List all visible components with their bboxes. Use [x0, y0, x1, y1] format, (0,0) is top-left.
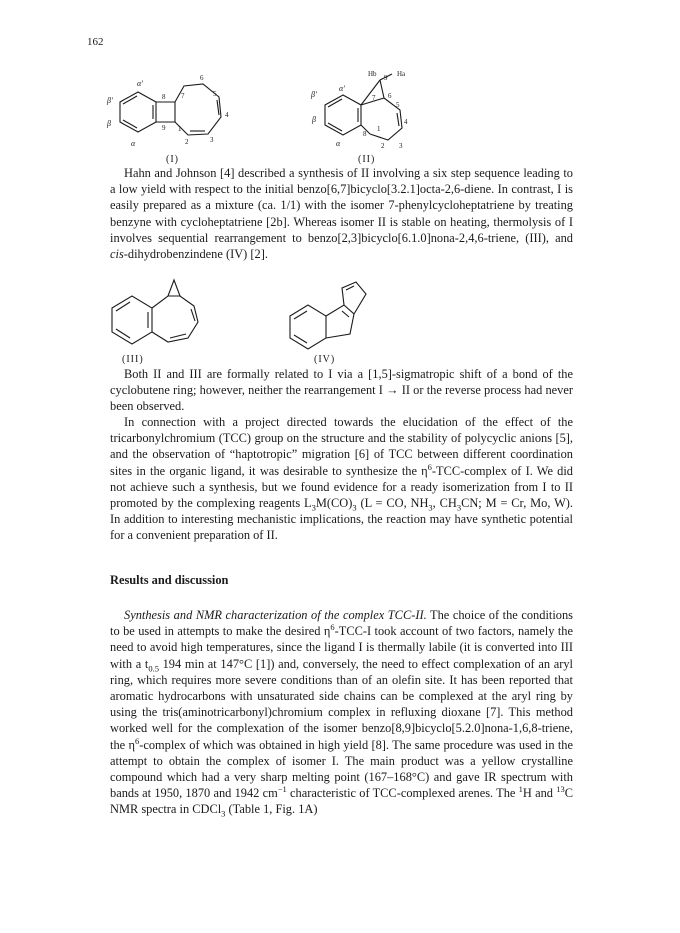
ring-label: 4 — [225, 111, 229, 119]
ring-label: 1 — [178, 125, 182, 133]
ring-label: 5 — [213, 90, 217, 98]
ring-label: 3 — [399, 142, 403, 150]
paragraph-2: Both II and III are formally related to I via a [1,5]-sigmatropic shift of a bond of the cyclobutene ring; however, neither the rearrangement I → II or the reverse process had never been observed. — [110, 367, 573, 414]
ring-label: α — [336, 139, 341, 148]
compound-III-label: (III) — [122, 354, 144, 365]
ring-label: β' — [107, 96, 113, 105]
compound-II-label: (II) — [358, 154, 376, 165]
ring-label: 3 — [210, 136, 214, 144]
section-heading: Results and discussion — [110, 573, 229, 587]
ring-label: 6 — [200, 74, 204, 82]
compound-IV-structure — [290, 282, 366, 349]
compound-I-labels — [106, 74, 229, 148]
ring-label: 8 — [162, 93, 166, 101]
ring-label: 6 — [388, 92, 392, 100]
ring-label: β' — [311, 90, 317, 99]
page-number: 162 — [87, 36, 104, 48]
ring-label: α — [131, 139, 136, 148]
ring-label: 2 — [381, 142, 385, 150]
ring-label: β — [312, 115, 316, 124]
ring-label: 2 — [185, 138, 189, 146]
ring-label: Ha — [397, 70, 406, 78]
compound-I-label: (I) — [166, 154, 179, 165]
compound-III-structure — [112, 280, 198, 344]
ring-label: α' — [339, 84, 345, 93]
ring-label: Hb — [368, 70, 377, 78]
paragraph-4: Synthesis and NMR characterization of the complex TCC-II. The choice of the conditions to be used in attempts to make the desired $\eta^6-TCC-I$ took account of two factors, namely the need to avoid high temperatures, since the ligand I is thermally labile (it is converted into III with a $t_{0.5}$ 194 min at 147°C [1]) and, conversely, the need to effect complexation of an aryl ring, which requires more severe conditions than of an olefin site. It has been reported that aromatic hydrocarbons with unsaturated side chains can be complexed at the aryl ring by using the tris(aminotricarbonyl)chromium complex in refluxing dioxane [7]. This method worked well for the complexation of the isomer benzo[8,9]bicyclo[5.2.0]nona-1,6,8-triene, the $\eta^6$-complex of which was obtained in high yield [8]. The same procedure was used in the attempt to obtain the complex of isomer I. The main product was a yellow crystalline compound which had a very sharp melting point (167–168°C) and gave IR spectrum with bands at 1950, 1870 and 1942 $cm^{-1}$ characteristic of TCC-complexed arenes. The $^1$H and $^{13}$C NMR spectra in CDCl$_3$ (Table 1, Fig. 1A) — [110, 608, 573, 819]
ring-label: 8 — [363, 130, 367, 138]
compound-I-structure — [120, 84, 221, 135]
paragraph-1: Hahn and Johnson [4] described a synthesis of II involving a six step sequence leading to a low yield with respect to the initial benzo[6,7]bicyclo[3.2.1]octa-2,6-diene. In contrast, I is easily prepared as a mixture (ca. 1/1) with the isomer 7-phenylcycloheptatriene by treating benzyne with cycloheptatriene [2b]. Whereas isomer II is stable on heating, thermolysis of I involves sequential rearrangement to benzo[2,3]bicyclo[6.1.0]nona-2,4,6-triene, (III), and cis-dihydrobenzindene (IV) [2]. — [110, 166, 573, 262]
ring-label: 9 — [384, 74, 388, 82]
ring-label: 7 — [181, 92, 185, 100]
ring-label: α' — [137, 79, 143, 88]
compound-II-structure — [325, 74, 402, 140]
ring-label: 5 — [396, 101, 400, 109]
ring-label: 7 — [372, 94, 376, 102]
ring-label: 1 — [377, 125, 381, 133]
compound-II-labels — [310, 70, 408, 150]
ring-label: 4 — [404, 118, 408, 126]
ring-label: β — [107, 119, 111, 128]
compound-IV-label: (IV) — [314, 354, 336, 365]
ring-label: 9 — [162, 124, 166, 132]
paragraph-3: In connection with a project directed towards the elucidation of the effect of the tricarbonylchromium (TCC) group on the structure and the stability of polycyclic anions [5], and the observation of “haptotropic” migration [6] of TCC between different coordination sites in the organic ligand, it was desirable to synthesize the $\eta^6-TCC$-complex of I. We did not achieve such a synthesis, but we found evidence for a ready isomerization from I to II promoted by the complexing reagents $L_3M(CO)_3$ (L = CO, $NH_3$, $CH_3CN$; M = Cr, Mo, W). In addition to interesting mechanistic implications, the reaction may have synthetic potential for a convenient preparation of II. — [110, 415, 573, 543]
